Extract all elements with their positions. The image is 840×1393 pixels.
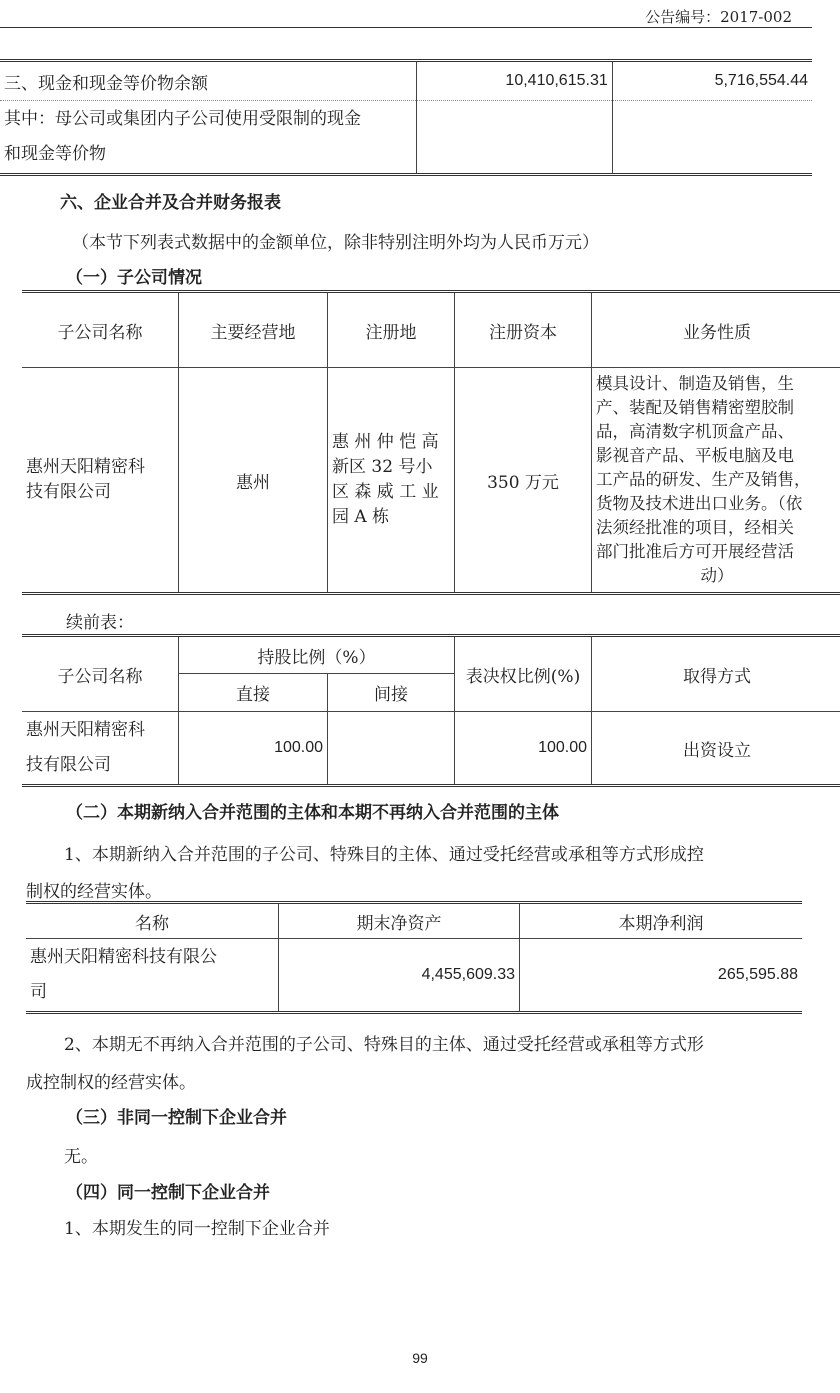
col-entity-name: 名称 xyxy=(26,903,279,939)
continued-label: 续前表： xyxy=(66,613,134,633)
entity-name-cell xyxy=(26,939,279,1013)
reg-place-cell xyxy=(328,368,455,594)
net-assets-cell: 4,455,609.33 xyxy=(279,939,520,1013)
biz-line: 影视音产品、平板电脑及电 xyxy=(596,446,794,465)
col-sub-name: 子公司名称 xyxy=(22,292,179,368)
share-name-line1: 惠州天阳精密科 xyxy=(26,720,145,740)
entity-name-line2: 司 xyxy=(30,982,47,1002)
cash-table xyxy=(0,59,812,176)
reg-line3: 区 森 威 工 业 xyxy=(332,482,439,502)
biz-line: 品，高清数字机顶盒产品、 xyxy=(596,422,794,441)
section6-note: （本节下列表式数据中的金额单位，除非特别注明外均为人民币万元） xyxy=(72,233,599,253)
col-acquire-method: 取得方式 xyxy=(592,636,840,712)
biz-line: 产、装配及销售精密塑胶制 xyxy=(596,398,794,417)
biz-line: 工产品的研发、生产及销售， xyxy=(596,470,811,489)
col-sub-name: 子公司名称 xyxy=(22,636,179,712)
header-rule xyxy=(0,27,812,28)
vote-cell: 100.00 xyxy=(455,712,592,786)
biz-line: 模具设计、制造及销售，生 xyxy=(596,374,794,393)
sub2-para-line2: 制权的经营实体。 xyxy=(26,882,162,902)
sub-name-line2: 技有限公司 xyxy=(26,482,111,502)
subsidiary-table xyxy=(22,290,840,595)
reg-line2: 新区 32 号小 xyxy=(332,457,433,477)
col-reg-place: 注册地 xyxy=(328,292,455,368)
restricted-value-prior xyxy=(612,101,812,175)
cash-label: 三、现金和现金等价物余额 xyxy=(0,61,416,101)
col-indirect: 间接 xyxy=(328,674,455,712)
biz-line: 货物及技术进出口业务。（依 xyxy=(596,494,803,513)
sub3-title: （三）非同一控制下企业合并 xyxy=(66,1108,287,1128)
sub4-para: 1、本期发生的同一控制下企业合并 xyxy=(64,1219,330,1239)
restricted-line2: 和现金等价物 xyxy=(4,144,106,164)
new-entity-table xyxy=(26,901,802,1014)
cash-value-prior: 5,716,554.44 xyxy=(612,61,812,101)
sub-name-cell xyxy=(22,368,179,594)
announcement-number: 公告编号：2017-002 xyxy=(645,8,792,26)
share-name-cell xyxy=(22,712,179,786)
main-place-cell: 惠州 xyxy=(179,368,328,594)
business-cell xyxy=(592,368,840,594)
sub-name-line1: 惠州天阳精密科 xyxy=(26,457,145,477)
para2-line2: 成控制权的经营实体。 xyxy=(26,1073,196,1093)
col-business: 业务性质 xyxy=(592,292,840,368)
reg-capital-cell: 350 万元 xyxy=(455,368,592,594)
cash-value-current: 10,410,615.31 xyxy=(416,61,612,101)
section6-title: 六、企业合并及合并财务报表 xyxy=(60,193,281,213)
entity-name-line1: 惠州天阳精密科技有限公 xyxy=(30,947,217,967)
col-share-ratio: 持股比例（%） xyxy=(179,636,455,674)
page-number: 99 xyxy=(412,1350,428,1366)
col-reg-capital: 注册资本 xyxy=(455,292,592,368)
method-cell: 出资设立 xyxy=(683,740,751,761)
indirect-cell xyxy=(328,712,455,786)
col-net-assets: 期末净资产 xyxy=(279,903,520,939)
sub3-body: 无。 xyxy=(64,1147,98,1167)
reg-line4: 园 A 栋 xyxy=(332,507,390,527)
col-vote-ratio: 表决权比例(%) xyxy=(455,636,592,712)
restricted-value-current xyxy=(416,101,612,175)
share-name-line2: 技有限公司 xyxy=(26,755,111,775)
para2-line1: 2、本期无不再纳入合并范围的子公司、特殊目的主体、通过受托经营或承租等方式形 xyxy=(64,1035,704,1055)
shareholding-table xyxy=(22,634,840,787)
restricted-cash-label xyxy=(0,101,416,175)
reg-line1: 惠 州 仲 恺 高 xyxy=(332,432,439,452)
sub2-title: （二）本期新纳入合并范围的主体和本期不再纳入合并范围的主体 xyxy=(66,803,559,823)
direct-cell: 100.00 xyxy=(179,712,328,786)
col-net-profit: 本期净利润 xyxy=(520,903,803,939)
restricted-line1: 其中：母公司或集团内子公司使用受限制的现金 xyxy=(4,109,361,129)
net-profit-cell: 265,595.88 xyxy=(717,966,798,983)
biz-line: 部门批准后方可开展经营活 xyxy=(596,542,794,561)
col-direct: 直接 xyxy=(179,674,328,712)
biz-line: 动） xyxy=(700,566,734,585)
sub2-para-line1: 1、本期新纳入合并范围的子公司、特殊目的主体、通过受托经营或承租等方式形成控 xyxy=(64,845,704,865)
biz-line: 法须经批准的项目，经相关 xyxy=(596,518,794,537)
sub4-title: （四）同一控制下企业合并 xyxy=(66,1183,270,1203)
col-main-place: 主要经营地 xyxy=(179,292,328,368)
sub1-title: （一）子公司情况 xyxy=(66,268,202,288)
